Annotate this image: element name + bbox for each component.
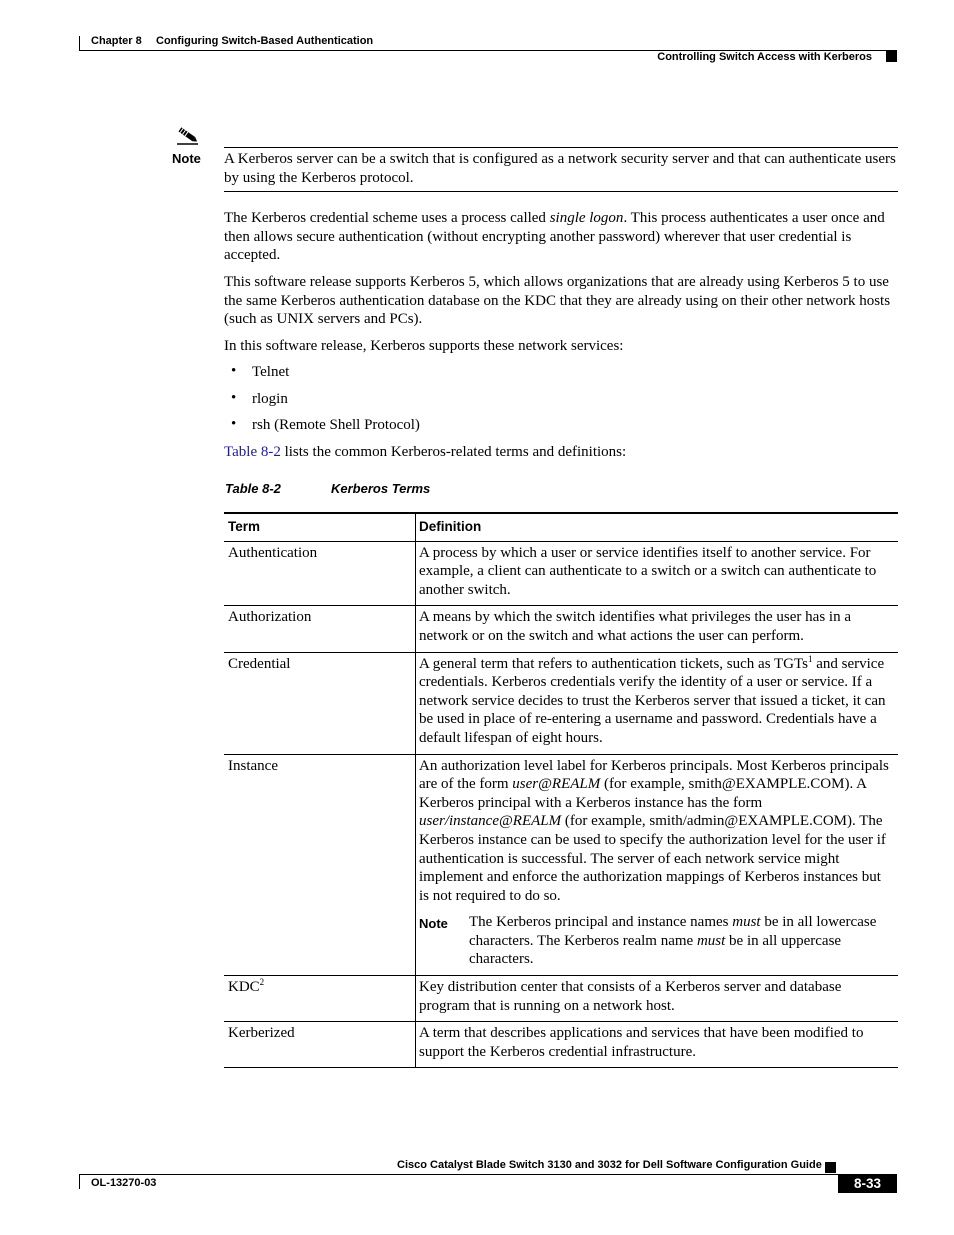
header-chapter-title: Configuring Switch-Based Authentication — [156, 35, 374, 47]
footnote-ref: 1 — [807, 653, 813, 664]
note-text: A Kerberos server can be a switch that is configured as a network security server and that can authenticate users by using the Kerberos protocol. — [224, 151, 896, 186]
list-item: Telnet — [252, 364, 290, 380]
note-bottom-rule — [224, 191, 898, 192]
note-pencil-icon — [174, 124, 200, 146]
table-header-row — [224, 513, 898, 541]
inline-note — [419, 913, 894, 969]
table-row — [224, 754, 898, 976]
footer-left-rule — [79, 1174, 80, 1189]
definition-cell: A means by which the switch identifies what privileges the user has in a network or on the switch and what actions the user can perform. — [416, 606, 899, 652]
note-top-rule — [224, 147, 898, 148]
header-left-rule — [79, 36, 80, 51]
page-number: 8-33 — [853, 1176, 882, 1191]
paragraph-table-reference: Table 8-2 lists the common Kerberos-related terms and definitions: — [224, 444, 627, 460]
header-block — [886, 51, 897, 62]
term-cell: KDC$^2$ — [224, 976, 416, 1022]
definition-cell: Key distribution center that consists of a Kerberos server and database program that is running on a network host. — [416, 976, 899, 1022]
table-row — [224, 1022, 898, 1068]
definition-cell: A term that describes applications and services that have been modified to support the Kerberos credential infrastructure. — [416, 1022, 899, 1068]
column-header-term: Term — [224, 513, 416, 541]
table-8-2-link[interactable]: Table 8-2 — [224, 444, 281, 460]
table-row — [224, 976, 898, 1022]
bullet-dot: • — [231, 363, 237, 379]
bullet-dot: • — [231, 390, 237, 406]
definition-cell: An authorization level label for Kerberos principals. Most Kerberos principals are of the form user@REALM (for example, smith@EXAMPLE.COM). A Kerberos principal with a Kerberos instance has the form user/instance@REALM (for example, smith/admin@EXAMPLE.COM). The Kerberos instance can be used to specify the authorization level for the user if authentication is successful. The server of each network service might implement and enforce the authorization mappings of Kerberos instances but is not required to do so. Note The Kerberos principal and instance names must be in all lowercase characters. The Kerberos realm name must be in all uppercase characters. — [416, 754, 899, 976]
term-cell: Authentication — [224, 541, 416, 606]
table-row — [224, 541, 898, 606]
table-caption-number: Table 8-2 — [225, 481, 281, 496]
paragraph-single-logon: The Kerberos credential scheme uses a process called single logon. This process authenticates a user once and then allows secure authentication (without encrypting another password) wherever that user credential is accepted. — [224, 210, 885, 264]
paragraph-kerberos5: This software release supports Kerberos 5, which allows organizations that are already using Kerberos 5 to use the same Kerberos authentication database on the KDC that they are already using on their other network hosts (such as UNIX servers and PCs). — [224, 274, 891, 328]
term-cell: Kerberized — [224, 1022, 416, 1068]
footer-rule — [79, 1174, 897, 1175]
definition-cell: A process by which a user or service identifies itself to another service. For example, a client can authenticate to a switch or a switch can authenticate to another switch. — [416, 541, 899, 606]
inline-note-label: Note — [419, 916, 448, 932]
note-label: Note — [172, 151, 201, 166]
bullet-dot: • — [231, 416, 237, 432]
footnote-ref: 2 — [259, 977, 265, 988]
table-caption-title: Kerberos Terms — [331, 481, 431, 496]
kerberos-terms-table — [224, 512, 898, 1068]
footer-small-block — [825, 1162, 836, 1173]
term-cell: Authorization — [224, 606, 416, 652]
footer-doc-id: OL-13270-03 — [91, 1177, 157, 1189]
paragraph-services-intro: In this software release, Kerberos supports these network services: — [224, 338, 624, 354]
table-row — [224, 606, 898, 652]
footer-title: Cisco Catalyst Blade Switch 3130 and 3032 for Dell Software Configuration Guide — [397, 1159, 822, 1171]
definition-cell: A general term that refers to authentication tickets, such as TGTs$^1$ and service credentials. Kerberos credentials verify the identity of a user or service. If a network service decides to trust the Kerberos server that issued a ticket, it can be used in place of re-entering a username and password. Credentials have a default lifespan of eight hours. — [416, 652, 899, 754]
term-cell: Credential — [224, 652, 416, 754]
table-row — [224, 652, 898, 754]
list-item: rlogin — [252, 391, 288, 407]
list-item: rsh (Remote Shell Protocol) — [252, 417, 420, 433]
inline-note-text: The Kerberos principal and instance names must be in all lowercase characters. The Kerberos realm name must be in all uppercase characters. — [469, 914, 877, 968]
term-cell: Instance — [224, 754, 416, 976]
header-section: Controlling Switch Access with Kerberos — [657, 51, 872, 63]
header-chapter: Chapter 8 — [91, 35, 142, 47]
column-header-definition: Definition — [416, 513, 899, 541]
